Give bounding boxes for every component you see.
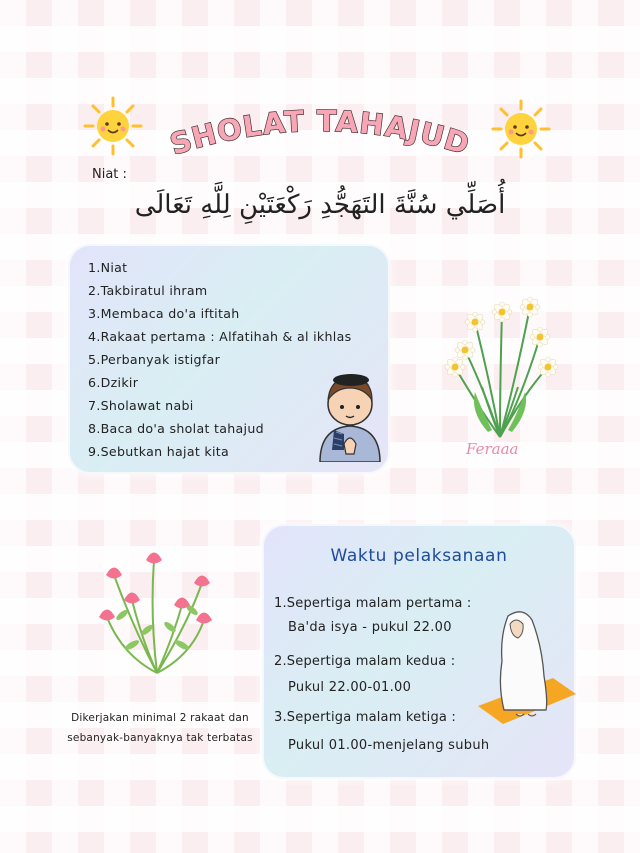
step-item: 7.Sholawat nabi	[88, 398, 194, 413]
woman-praying-illustration	[468, 606, 578, 726]
title-banner	[150, 96, 490, 166]
daisy-bouquet-illustration	[430, 292, 570, 442]
step-item: 8.Baca do'a sholat tahajud	[88, 421, 264, 436]
svg-text:SHOLAT TAHAJUD	[166, 104, 474, 162]
signature: Feraaa	[466, 440, 519, 458]
waktu-item-detail: Pukul 22.00-01.00	[288, 680, 412, 695]
step-item: 4.Rakaat pertama : Alfatihah & al ikhlas	[88, 329, 352, 344]
waktu-item-heading: 3.Sepertiga malam ketiga :	[274, 710, 457, 725]
waktu-item-detail: Ba'da isya - pukul 22.00	[288, 620, 452, 635]
waktu-card	[262, 524, 576, 779]
waktu-item-detail: Pukul 01.00-menjelang subuh	[288, 738, 490, 753]
step-item: 9.Sebutkan hajat kita	[88, 444, 230, 459]
pink-tulips-illustration	[92, 545, 222, 675]
step-item: 3.Membaca do'a iftitah	[88, 306, 240, 321]
step-item: 2.Takbiratul ihram	[88, 283, 208, 298]
niat-arabic-text: أُصَلِّي سُنَّةَ التَهَجُّدِ رَكْعَتَيْنِ لِلَّهِ تَعَالَى	[134, 190, 506, 220]
steps-card	[68, 244, 390, 474]
sun-right-icon	[490, 98, 552, 160]
note-text: Dikerjakan minimal 2 rakaat dan sebanyak-banyaknya tak terbatas	[67, 712, 253, 744]
waktu-item-heading: 2.Sepertiga malam kedua :	[274, 654, 456, 669]
boy-praying-illustration	[314, 370, 386, 462]
waktu-title: Waktu pelaksanaan	[330, 546, 508, 566]
niat-label: Niat :	[92, 167, 127, 182]
waktu-item-heading: 1.Sepertiga malam pertama :	[274, 596, 472, 611]
step-item: 5.Perbanyak istigfar	[88, 352, 221, 367]
step-item: 1.Niat	[88, 260, 128, 275]
sun-left-icon	[82, 95, 144, 157]
step-item: 6.Dzikir	[88, 375, 139, 390]
page-title: SHOLAT TAHAJUD	[165, 103, 474, 162]
